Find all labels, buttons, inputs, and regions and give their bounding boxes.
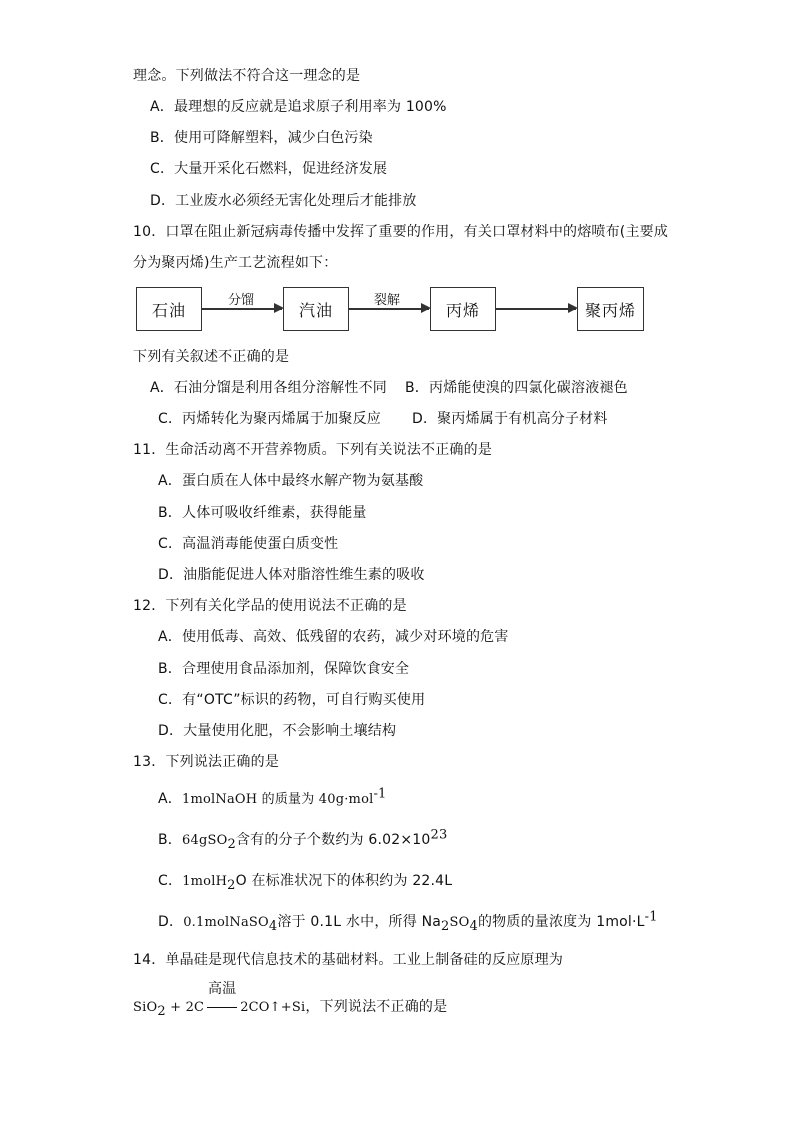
q13-d-sub1: 4 — [268, 918, 278, 934]
q10-option-b: B．丙烯能使溴的四氯化碳溶液褪色 — [405, 380, 628, 396]
q14-equation — [133, 981, 448, 1019]
q13-a-label: A． — [158, 791, 182, 807]
q13-c-post: O 在标准状况下的体积约为 22.4L — [235, 873, 453, 889]
q11-option-b: B．人体可吸收纤维素，获得能量 — [158, 505, 367, 521]
q13-d-mid: 溶于 0.1L 水中，所得 Na — [277, 914, 442, 930]
q10-stem-line1: 10．口罩在阻止新冠病毒传播中发挥了重要的作用，有关口罩材料中的熔喷布(主要成 — [133, 224, 669, 240]
q14-cond-bar — [207, 1007, 237, 1008]
q9-option-a: A．最理想的反应就是追求原子利用率为 100% — [150, 99, 447, 115]
q12-stem: 12．下列有关化学品的使用说法不正确的是 — [133, 598, 407, 614]
flow-arrow-3 — [496, 308, 576, 310]
q13-b-mid: 含有的分子个数约为 6.02×10 — [235, 832, 431, 848]
q11-option-a: A．蛋白质在人体中最终水解产物为氨基酸 — [158, 473, 424, 489]
q14-cond-text: 高温 — [207, 981, 237, 997]
q13-option-d — [158, 909, 658, 934]
q13-d-label: D． — [158, 914, 184, 930]
flow-label-fractionation: 分馏 — [228, 293, 255, 308]
q10-option-d: D．聚丙烯属于有机高分子材料 — [412, 411, 608, 427]
q14-stem: 14．单晶硅是现代信息技术的基础材料。工业上制备硅的反应原理为 — [133, 952, 564, 968]
q12-option-c: C．有“OTC”标识的药物，可自行购买使用 — [158, 692, 426, 708]
q11-stem: 11．生命活动离不开营养物质。下列有关说法不正确的是 — [133, 442, 493, 458]
q13-d-sub3: 4 — [469, 918, 478, 934]
q14-eq-right: 2CO↑+Si — [240, 1000, 306, 1015]
q13-b-pre: 64gSO — [182, 833, 228, 848]
q12-option-d: D．大量使用化肥，不会影响土壤结构 — [158, 723, 397, 739]
q14-reaction-condition — [207, 981, 237, 1017]
q14-eq-left-sub: 2 — [157, 1003, 166, 1019]
flow-arrow-2 — [349, 308, 429, 310]
flow-label-cracking: 裂解 — [374, 293, 401, 308]
q14-eq-plus: + 2C — [165, 1000, 205, 1015]
flow-node-propylene: 丙烯 — [430, 287, 496, 331]
q9-option-d: D．工业废水必须经无害化处理后才能排放 — [150, 193, 417, 209]
q13-d-mid2: SO — [449, 915, 470, 930]
q11-option-c: C．高温消毒能使蛋白质变性 — [158, 536, 339, 552]
q13-c-pre: 1molH — [182, 874, 228, 889]
q13-a-sup: -1 — [373, 786, 387, 802]
flow-node-polypropylene: 聚丙烯 — [577, 287, 644, 331]
q10-stem-line2: 分为聚丙烯)生产工艺流程如下： — [133, 255, 338, 271]
q13-option-c — [158, 871, 452, 892]
flow-node-gasoline: 汽油 — [283, 287, 349, 331]
q9-option-c: C．大量开采化石燃料，促进经济发展 — [150, 161, 388, 177]
q14-eq-tail: ，下列说法不正确的是 — [305, 999, 448, 1015]
q13-c-label: C． — [158, 873, 183, 889]
q13-d-pre: 0.1molNaSO — [183, 915, 269, 930]
q10-prompt: 下列有关叙述不正确的是 — [133, 349, 290, 365]
q13-c-sub: 2 — [227, 877, 236, 893]
q10-option-c: C．丙烯转化为聚丙烯属于加聚反应 — [158, 411, 381, 427]
q13-d-sub2: 2 — [441, 918, 450, 934]
q13-stem: 13．下列说法正确的是 — [133, 754, 280, 770]
q13-b-sup: 23 — [430, 827, 448, 843]
q13-d-post: 的物质的量浓度为 1mol·L — [477, 914, 645, 930]
q14-eq-left: SiO — [133, 1000, 158, 1015]
q13-a-text: 1molNaOH 的质量为 40g·mol — [181, 792, 374, 807]
q13-b-label: B． — [158, 832, 183, 848]
q11-option-d: D．油脂能促进人体对脂溶性维生素的吸收 — [158, 567, 425, 583]
q12-option-a: A．使用低毒、高效、低残留的农药，减少对环境的危害 — [158, 629, 509, 645]
flow-node-petroleum: 石油 — [136, 287, 202, 331]
flow-arrow-1 — [202, 308, 282, 310]
q12-option-b: B．合理使用食品添加剂，保障饮食安全 — [158, 661, 410, 677]
q13-b-sub: 2 — [227, 836, 236, 852]
q10-option-a: A．石油分馏是利用各组分溶解性不同 — [150, 380, 387, 396]
q13-option-a — [158, 786, 387, 810]
q9-stem: 理念。下列做法不符合这一理念的是 — [133, 68, 361, 84]
q13-d-sup: -1 — [644, 909, 658, 925]
q9-option-b: B．使用可降解塑料，减少白色污染 — [150, 130, 373, 146]
q13-option-b — [158, 827, 448, 852]
